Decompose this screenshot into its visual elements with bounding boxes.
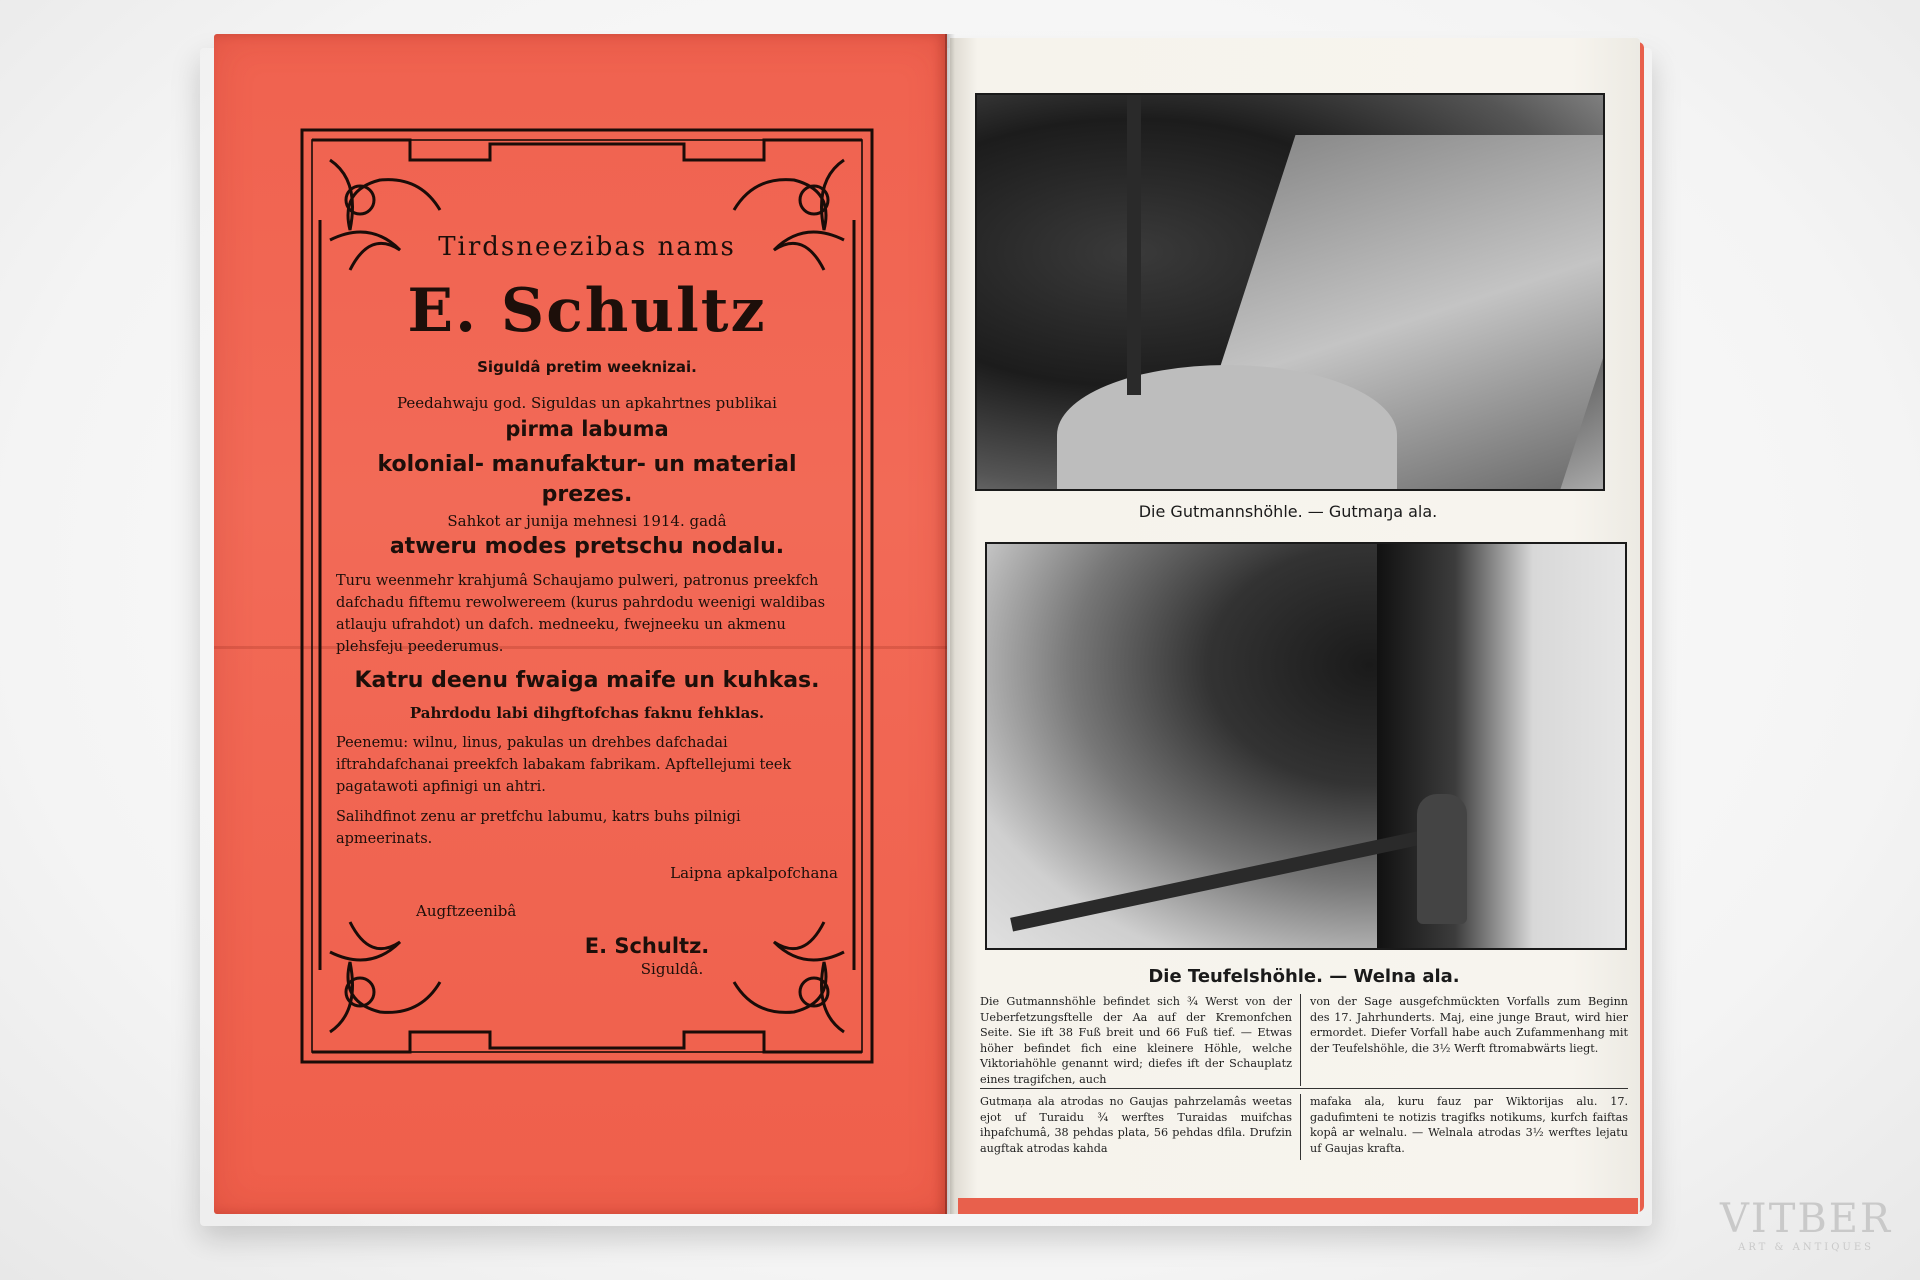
section-divider — [980, 1088, 1628, 1089]
tree-trunk — [1127, 95, 1141, 395]
advertisement-text — [336, 232, 838, 980]
bread-line: Katru deenu fwaiga maife un kuhkas. — [354, 668, 820, 693]
service-line: Laipna apkalpofchana — [670, 864, 838, 882]
since-line: Sahkot ar junija mehnesi 1914. gadâ — [447, 512, 727, 530]
standing-figure — [1417, 794, 1467, 924]
offer-line: Peedahwaju god. Siguldas un apkahrtnes publikai — [397, 394, 777, 412]
ad-title: Tirdsneezibas nams — [438, 232, 736, 262]
cover-bottom-edge — [958, 1198, 1638, 1214]
photo2-caption: Die Teufelshöhle. — Welna ala. — [1148, 966, 1460, 987]
german-text-col2: von der Sage ausgefchmückten Vorfalls zum Beginn des 17. Jahrhunderts. Maj, eine junge Braut, wird hier ermordet. Diefer Vorfall habe auch Zufammenhang mit der Teufelshöhle, die 3½ Werft ftromabwärts liegt. — [1310, 995, 1628, 1055]
left-page-advertisement — [214, 34, 947, 1214]
booklet-spine — [945, 34, 955, 1214]
photo1-caption: Die Gutmannshöhle. — Gutmaŋa ala. — [1138, 502, 1438, 521]
german-text-col1: Die Gutmannshöhle befindet sich ¾ Werst von der Ueberfetzungsftelle der Aa auf der Kremonfchen Seite. Sie ift 38 Fuß breit und 66 Fuß tief. — Etwas höher befindet fich eine kleinere Höhle, welche Viktoriahöhle genannt wird; diefes ift der Schauplatz eines tragifchen, auch — [980, 995, 1292, 1086]
goods-line: kolonial- manufaktur- un material prezes. — [377, 452, 797, 507]
quality-line: pirma labuma — [505, 417, 669, 441]
signature-place: Siguldâ. — [640, 960, 704, 978]
photo-gutmann-cave — [975, 93, 1605, 491]
watermark-tagline: ART & ANTIQUES — [1738, 1242, 1874, 1253]
column-divider-2 — [1300, 1094, 1301, 1160]
signature: E. Schultz. — [584, 934, 710, 958]
column-divider — [1300, 994, 1301, 1086]
respect-line: Augftzeenibâ — [416, 902, 517, 920]
paragraph-satisfaction: Salihdfinot zenu ar pretfchu labumu, katrs buhs pilnigi apmeerinats. — [336, 809, 741, 847]
photo-devils-cave — [985, 542, 1627, 950]
paragraph-ammunition: Turu weenmehr krahjumâ Schaujamo pulweri, patronus preekfch dafchadu fiftemu rewolwereem (kurus pahrdodu weenigi waldibas atlauju ufrahdot) un dafch. medneeku, fwejneeku un akmenu plehsfeju peederumus. — [336, 573, 826, 655]
latvian-text-col2: mafaka ala, kuru fauz par Wiktorijas alu. 17. gadufimteni te notizis tragifks notikums, kurfch faiftas kopâ ar welnalu. — Welnala atrodas 3½ werftes lejatu uf Gaujas krafta. — [1310, 1095, 1628, 1155]
fallen-branch — [1010, 830, 1424, 931]
latvian-text-col1: Gutmaņa ala atrodas no Gaujas pahrzelamâs weetas ejot uf Turaidu ¾ werftes Turaidas muifchas ihpafchumâ, 38 pehdas plata, 56 pehdas dfila. Drufzin augftak atrodas kahda — [980, 1095, 1292, 1155]
new-department: atweru modes pretschu nodalu. — [389, 534, 785, 559]
ad-location: Siguldâ pretim weeknizai. — [477, 358, 697, 376]
firm-name: E. Schultz — [407, 276, 767, 346]
watermark-brand: VITBER — [1720, 1196, 1893, 1242]
cave-entrance — [1377, 544, 1627, 950]
seeds-line: Pahrdodu labi dihgftofchas faknu fehklas. — [409, 704, 765, 722]
paragraph-wool: Peenemu: wilnu, linus, pakulas un drehbes dafchadai iftrahdafchanai preekfch labakam fabrikam. Apftellejumi teek pagatawoti apfinigi un ahtri. — [336, 735, 792, 795]
vitber-watermark — [1720, 1196, 1892, 1253]
ornamental-frame — [290, 120, 884, 1072]
